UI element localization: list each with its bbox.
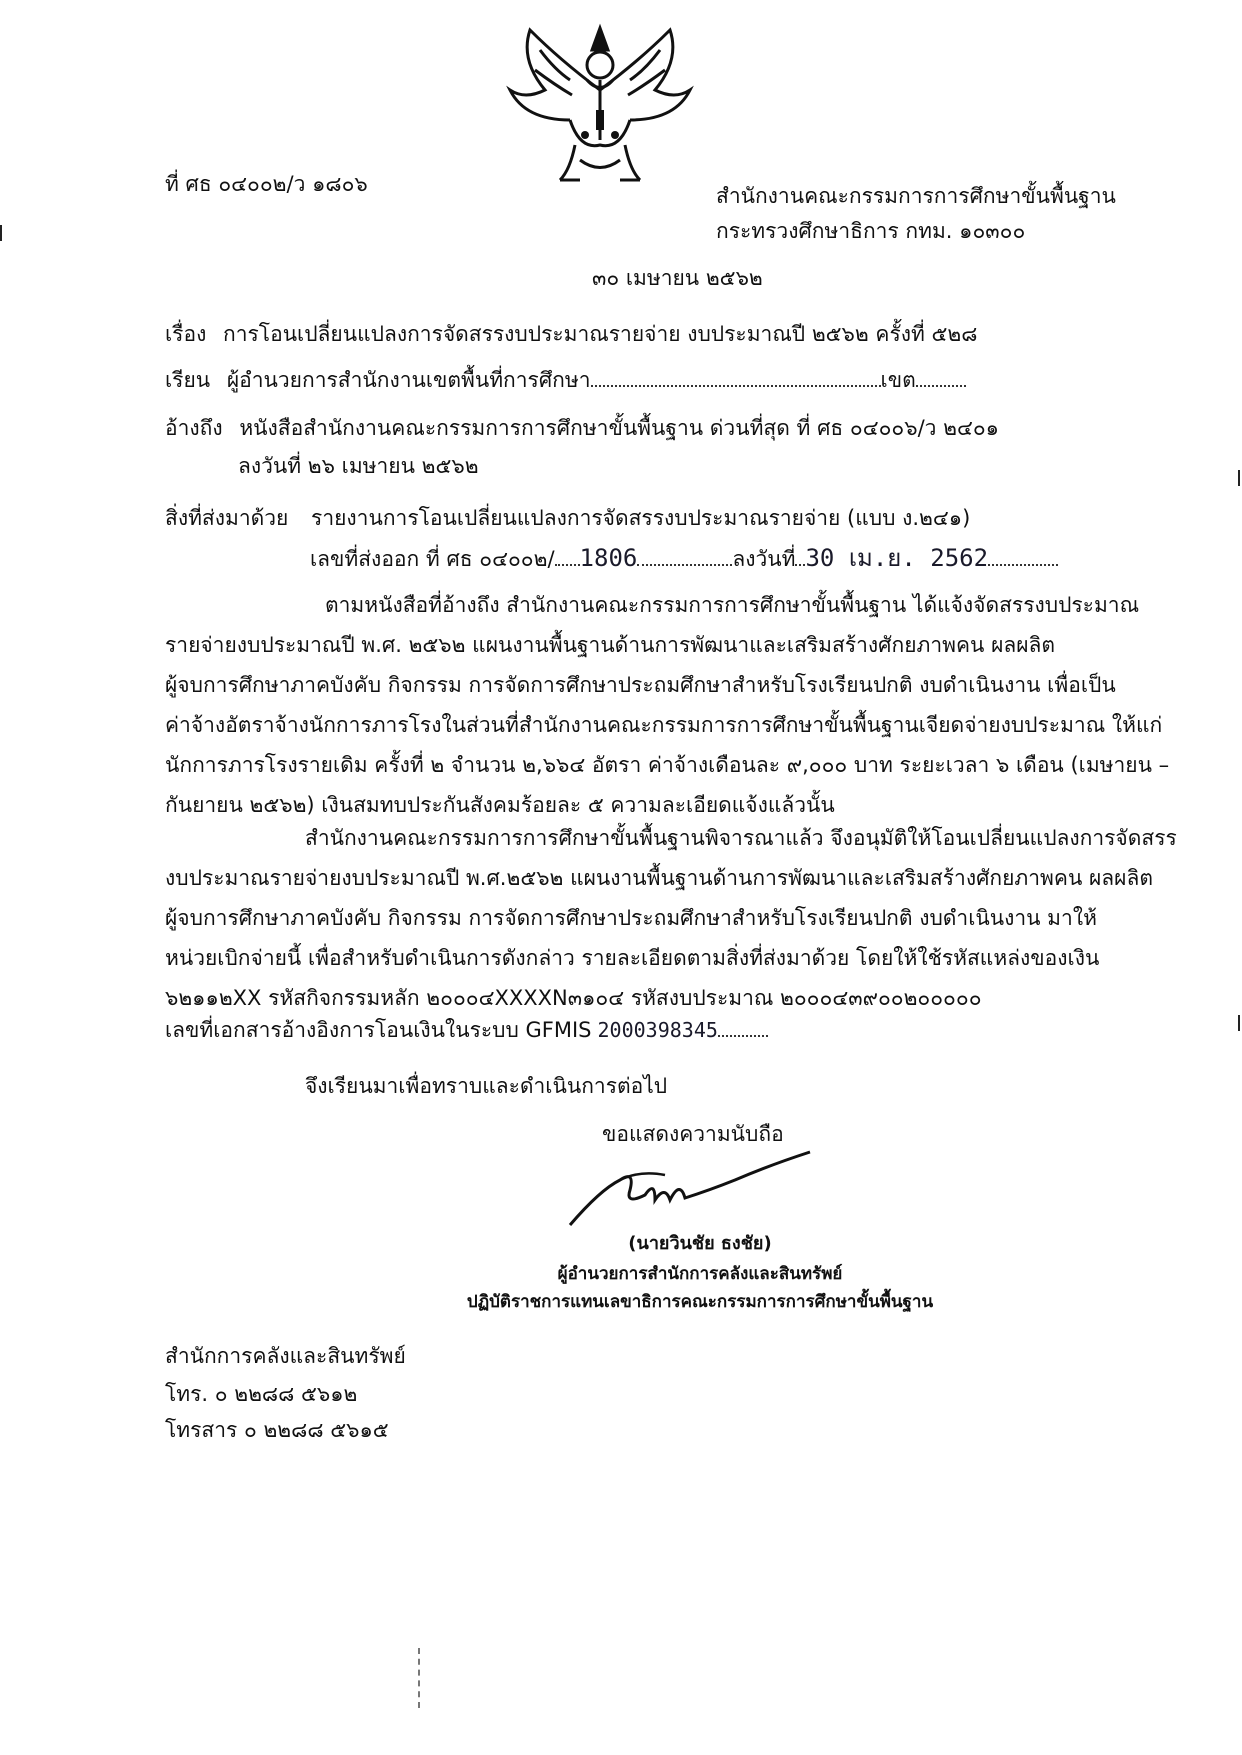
agency-address: กระทรวงศึกษาธิการ กทม. ๑๐๓๐๐ <box>716 219 1026 243</box>
gfmis-line <box>165 1014 768 1047</box>
enclosure-date-label: ลงวันที่ <box>732 547 796 571</box>
enclosure-line-1 <box>165 502 970 535</box>
enclosure-text-1: รายงานการโอนเปลี่ยนแปลงการจัดสรรงบประมาณรายจ่าย (แบบ ง.๒๔๑) <box>311 506 971 530</box>
gfmis-label: เลขที่เอกสารอ้างอิงการโอนเงินในระบบ GFMIS <box>165 1018 592 1042</box>
handwritten-export-date: 30 เม.ย. 2562 <box>805 544 989 572</box>
handwritten-gfmis-number: 2000398345 <box>597 1018 718 1042</box>
para2-line: ผู้จบการศึกษาภาคบังคับ กิจกรรม การจัดการศึกษาประถมศึกษาสำหรับโรงเรียนปกติ งบดำเนินงาน มาให้ <box>165 906 1097 930</box>
footer-phone: โทร. ๐ ๒๒๘๘ ๕๖๑๒ <box>165 1382 358 1406</box>
handwritten-export-number: 1806 <box>579 544 638 572</box>
recipient-text: ผู้อำนวยการสำนักงานเขตพื้นที่การศึกษา <box>226 368 591 392</box>
agency-name: สำนักงานคณะกรรมการการศึกษาขั้นพื้นฐาน <box>716 184 1116 208</box>
scan-edge-mark <box>1238 1015 1240 1031</box>
garuda-emblem <box>500 20 700 195</box>
document-date: ๓๐ เมษายน ๒๕๖๒ <box>592 266 763 290</box>
subject-line <box>165 318 977 351</box>
para2-line: สำนักงานคณะกรรมการการศึกษาขั้นพื้นฐานพิจารณาแล้ว จึงอนุมัติให้โอนเปลี่ยนแปลงการจัดสรร <box>305 826 1177 850</box>
scan-edge-mark <box>0 225 2 241</box>
reference-label: อ้างถึง <box>165 416 223 440</box>
para1-line: นักการภารโรงรายเดิม ครั้งที่ ๒ จำนวน ๒,๖๖๔ อัตรา ค่าจ้างเดือนละ ๙,๐๐๐ บาท ระยะเวลา ๖ เดือน (เมษายน – <box>165 753 1170 777</box>
signatory-position-2: ปฏิบัติราชการแทนเลขาธิการคณะกรรมการการศึกษาขั้นพื้นฐาน <box>466 1292 934 1312</box>
signatory-position-1: ผู้อำนวยการสำนักการคลังและสินทรัพย์ <box>557 1264 843 1284</box>
enclosure-prefix: เลขที่ส่งออก ที่ ศธ ๐๔๐๐๒/ <box>310 547 555 571</box>
signatory-name: (นายวินชัย ธงชัย) <box>628 1233 772 1254</box>
footer-office: สำนักการคลังและสินทรัพย์ <box>165 1344 406 1368</box>
para1-line: กันยายน ๒๕๖๒) เงินสมทบประกันสังคมร้อยละ ๕ ความละเอียดแจ้งแล้วนั้น <box>165 793 835 817</box>
reference-text-1: หนังสือสำนักงานคณะกรรมการการศึกษาขั้นพื้นฐาน ด่วนที่สุด ที่ ศธ ๐๔๐๐๖/ว ๒๔๐๑ <box>239 416 999 440</box>
subject-text: การโอนเปลี่ยนแปลงการจัดสรรงบประมาณรายจ่าย งบประมาณปี ๒๕๖๒ ครั้งที่ ๕๒๘ <box>223 322 978 346</box>
subject-label: เรื่อง <box>165 322 207 346</box>
para2-line: ๖๒๑๑๒XX รหัสกิจกรรมหลัก ๒๐๐๐๔XXXXN๓๑๐๔ รหัสงบประมาณ ๒๐๐๐๔๓๙๐๐๒๐๐๐๐๐ <box>165 986 982 1010</box>
recipient-suffix: เขต <box>880 368 916 392</box>
fold-line <box>418 1648 420 1708</box>
para1-line: ผู้จบการศึกษาภาคบังคับ กิจกรรม การจัดการศึกษาประถมศึกษาสำหรับโรงเรียนปกติ งบดำเนินงาน เพื่อเป็น <box>165 673 1116 697</box>
recipient-line <box>165 364 966 397</box>
body-paragraph-1 <box>165 585 1170 825</box>
enclosure-line-2 <box>310 538 1058 577</box>
handwritten-signature <box>560 1150 820 1235</box>
footer-fax: โทรสาร ๐ ๒๒๘๘ ๕๖๑๕ <box>165 1418 389 1442</box>
scan-edge-mark <box>1238 470 1240 486</box>
enclosure-label: สิ่งที่ส่งมาด้วย <box>165 506 289 530</box>
body-paragraph-2 <box>165 818 1177 1018</box>
para2-line: หน่วยเบิกจ่ายนี้ เพื่อสำหรับดำเนินการดังกล่าว รายละเอียดตามสิ่งที่ส่งมาด้วย โดยให้ใช้รหัสแหล่งของเงิน <box>165 946 1100 970</box>
para1-line: ตามหนังสือที่อ้างถึง สำนักงานคณะกรรมการการศึกษาขั้นพื้นฐาน ได้แจ้งจัดสรรงบประมาณ <box>325 593 1140 617</box>
recipient-label: เรียน <box>165 368 211 392</box>
para1-line: รายจ่ายงบประมาณปี พ.ศ. ๒๕๖๒ แผนงานพื้นฐานด้านการพัฒนาและเสริมสร้างศักยภาพคน ผลผลิต <box>165 633 1056 657</box>
para1-line: ค่าจ้างอัตราจ้างนักการภารโรงในส่วนที่สำนักงานคณะกรรมการการศึกษาขั้นพื้นฐานเจียดจ่ายงบประมาณ ให้แก่ <box>165 713 1163 737</box>
regards: ขอแสดงความนับถือ <box>602 1122 784 1146</box>
reference-line-2: ลงวันที่ ๒๖ เมษายน ๒๕๖๒ <box>238 454 479 478</box>
para2-line: งบประมาณรายจ่ายงบประมาณปี พ.ศ.๒๕๖๒ แผนงานพื้นฐานด้านการพัฒนาและเสริมสร้างศักยภาพคน ผลผลิต <box>165 866 1153 890</box>
reference-line-1 <box>165 412 999 445</box>
document-number: ที่ ศธ ๐๔๐๐๒/ว ๑๘๐๖ <box>165 172 368 196</box>
closing-sentence: จึงเรียนมาเพื่อทราบและดำเนินการต่อไป <box>305 1074 668 1098</box>
